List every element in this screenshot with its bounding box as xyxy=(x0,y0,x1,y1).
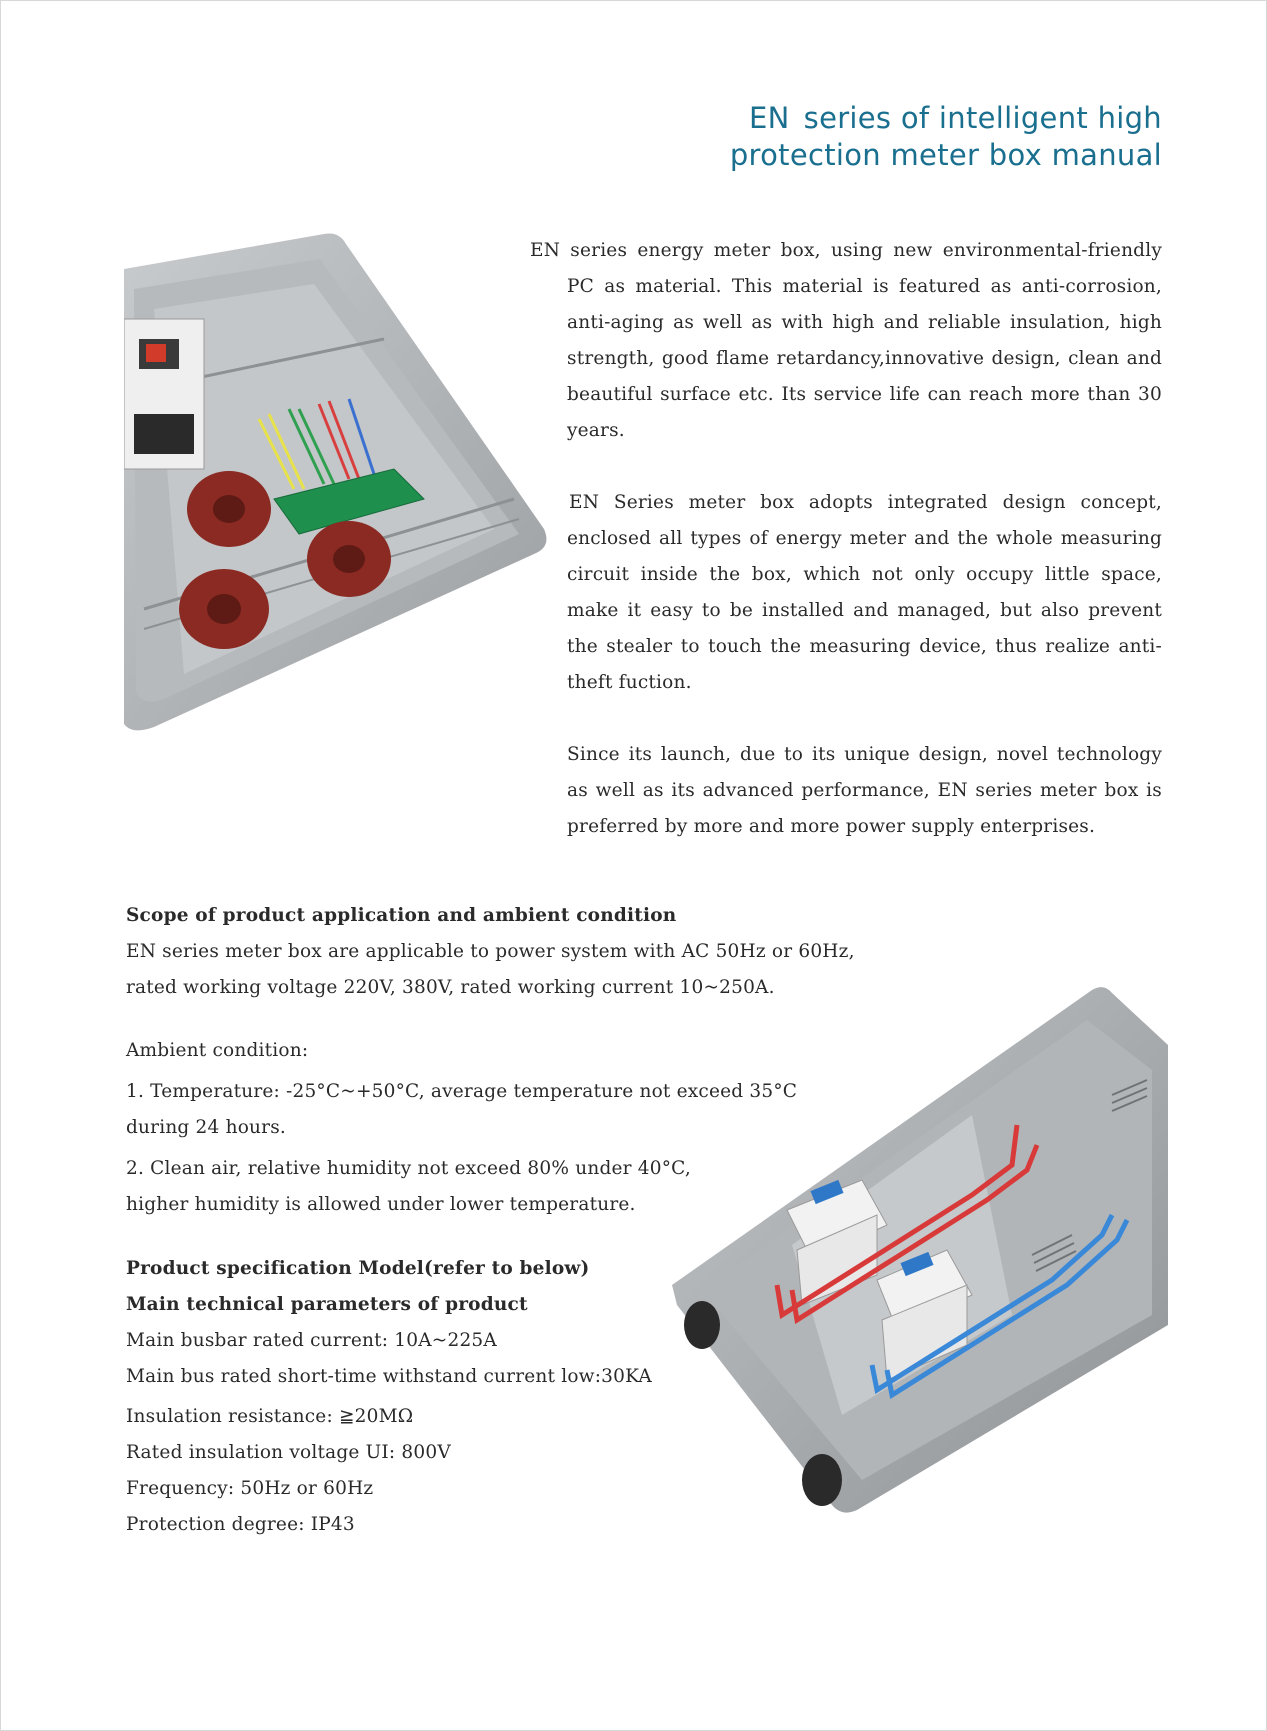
spec-item: Rated insulation voltage UI: 800V xyxy=(126,1442,451,1463)
meter-box-photo-breakers xyxy=(672,985,1168,1515)
ambient-item-2b: higher humidity is allowed under lower temperature. xyxy=(126,1194,636,1215)
intro-text xyxy=(530,233,1162,881)
title-line-2: protection meter box manual xyxy=(729,138,1162,172)
scope-line-2: rated working voltage 220V, 380V, rated working current 10~250A. xyxy=(126,977,775,998)
spec-item: Main bus rated short-time withstand current low:30KA xyxy=(126,1366,652,1387)
spec-item: Frequency: 50Hz or 60Hz xyxy=(126,1478,374,1499)
ambient-item-1b: during 24 hours. xyxy=(126,1117,286,1138)
ambient-item-1a: 1. Temperature: -25°C~+50°C, average temperature not exceed 35°C xyxy=(126,1081,798,1102)
scope-heading: Scope of product application and ambient condition xyxy=(126,905,677,926)
page-title xyxy=(730,100,1162,174)
intro-paragraph-2: EN Series meter box adopts integrated design concept, enclosed all types of energy meter and the whole measuring circuit inside the box, which not only occupy little space, make it easy to be installed and managed, but also prevent the stealer to touch the measuring device, thus realize anti-theft fuction. xyxy=(567,492,1162,693)
scope-line-1: EN series meter box are applicable to power system with AC 50Hz or 60Hz, xyxy=(126,941,855,962)
spec-item: Protection degree: IP43 xyxy=(126,1514,355,1535)
spec-heading-2: Main technical parameters of product xyxy=(126,1294,528,1315)
title-line-1-rest: series of intelligent high xyxy=(803,101,1162,135)
intro-paragraph-3: Since its launch, due to its unique design, novel technology as well as its advanced performance, EN series meter box is preferred by more and more power supply enterprises. xyxy=(567,744,1162,837)
spec-item: Main busbar rated current: 10A~225A xyxy=(126,1330,497,1351)
title-line-1 xyxy=(730,100,1162,137)
ambient-item-2a: 2. Clean air, relative humidity not exceed 80% under 40°C, xyxy=(126,1158,691,1179)
title-prefix: EN xyxy=(749,101,790,135)
ambient-heading: Ambient condition: xyxy=(126,1040,309,1061)
spec-heading-1: Product specification Model(refer to below) xyxy=(126,1258,590,1279)
intro-paragraph-1: EN series energy meter box, using new environmental-friendly PC as material. This material is featured as anti-corrosion, anti-aging as well as with high and reliable insulation, high strength, good flame retardancy,innovative design, clean and beautiful surface etc. Its service life can reach more than 30 years. xyxy=(530,240,1162,441)
meter-box-photo-ct xyxy=(124,229,548,741)
spec-item: Insulation resistance: ≧20MΩ xyxy=(126,1406,414,1427)
